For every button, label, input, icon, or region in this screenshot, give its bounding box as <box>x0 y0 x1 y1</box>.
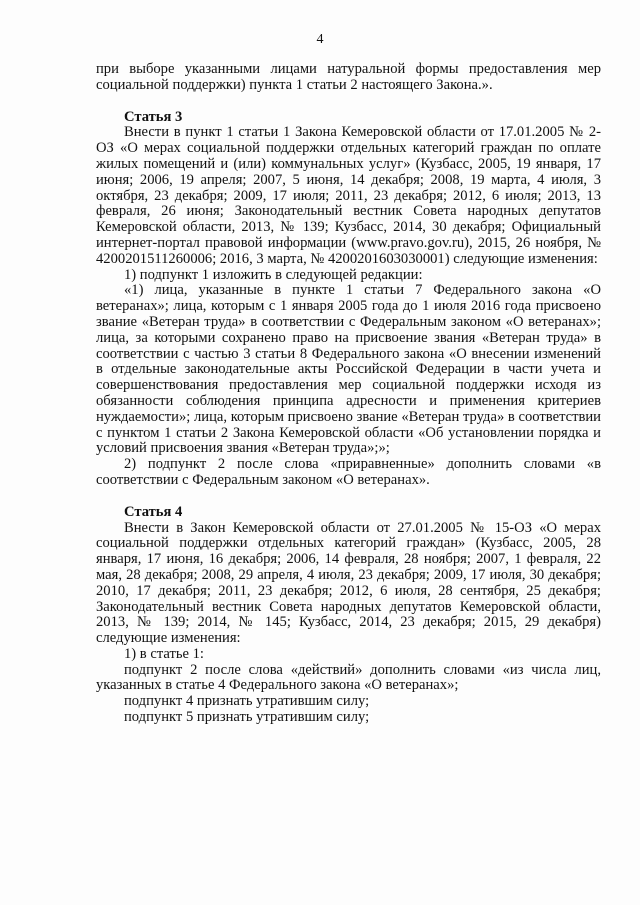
article-3-intro: Внести в пункт 1 статьи 1 Закона Кемеровской области от 17.01.2005 № 2-ОЗ «О мерах социальной поддержки отдельных категорий граждан по оплате жилых помещений и (или) коммунальных услуг» (Кузбасс, 2005, 19 января, 17 июня; 2006, 19 апреля; 2007, 5 июня, 14 декабря; 2008, 19 марта, 4 июля, 3 октября, 23 декабря; 2009, 17 июля; 2011, 23 декабря; 2012, 6 июля; 2013, 13 февраля, 26 июня; Законодательный вестник Совета народных депутатов Кемеровской области, 2013, № 139; Кузбасс, 2014, 30 декабря; Официальный интернет-портал правовой информации (www.pravo.gov.ru), 2015, 26 ноября, № 4200201511260006; 2016, 3 марта, № 4200201603030001) следующие изменения: <box>96 124 601 267</box>
article-3-heading: Статья 3 <box>124 108 183 125</box>
article-4-subitem-4: подпункт 4 признать утратившим силу; <box>124 693 370 710</box>
article-3-item-1: 1) подпункт 1 изложить в следующей редакции: <box>124 266 423 283</box>
article-4-subitem-2: подпункт 2 после слова «действий» дополнить словами «из числа лиц, указанных в статье 4 Федерального закона «О ветеранах»; <box>96 661 601 694</box>
article-4-subitem-5: подпункт 5 признать утратившим силу; <box>124 709 370 726</box>
article-4-intro: Внести в Закон Кемеровской области от 27.01.2005 № 15-ОЗ «О мерах социальной поддержки отдельных категорий граждан» (Кузбасс, 2005, 28 января, 17 июня, 16 декабря; 2006, 14 февраля, 28 ноября; 2007, 1 февраля, 22 мая, 28 декабря; 2008, 29 апреля, 4 июля, 23 декабря; 2009, 17 июля, 30 декабря; 2010, 17 декабря; 2011, 23 декабря; 2012, 6 июля, 28 сентября, 25 декабря; Законодательный вестник Совета народных депутатов Кемеровской области, 2013, № 139; 2014, № 145; Кузбасс, 2014, 23 декабря; 2015, 29 декабря) следующие изменения: <box>96 519 601 647</box>
paragraph-continuation: при выборе указанными лицами натуральной формы предоставления мер социальной поддержки) пункта 1 статьи 2 настоящего Закона.». <box>96 61 601 93</box>
article-3-item-2: 2) подпункт 2 после слова «приравненные» дополнить словами «в соответствии с Федеральным законом «О ветеранах». <box>96 456 601 488</box>
article-4-item-1: 1) в статье 1: <box>124 645 204 662</box>
article-4-heading: Статья 4 <box>124 503 183 520</box>
document-body <box>96 62 601 726</box>
page-number: 4 <box>316 32 324 47</box>
article-3-item-1-text: «1) лица, указанные в пункте 1 статьи 7 Федерального закона «О ветеранах»; лица, которым с 1 января 2005 года до 1 июля 2016 года присвоено звание «Ветеран труда» в соответствии с Федеральным законом «О ветеранах»; лица, за которыми сохранено право на присвоение звания «Ветеран труда» в соответствии с частью 3 статьи 8 Федерального закона «О внесении изменений в отдельные законодательные акты Российской Федерации в части учета и совершенствования предоставления мер социальной поддержки исходя из обязанности соблюдения принципа адресности и применения критериев нуждаемости»; лица, которым присвоено звание «Ветеран труда» в соответствии с пунктом 1 статьи 2 Закона Кемеровской области «Об установлении порядка и условий присвоения звания «Ветеран труда»;»; <box>96 282 601 457</box>
